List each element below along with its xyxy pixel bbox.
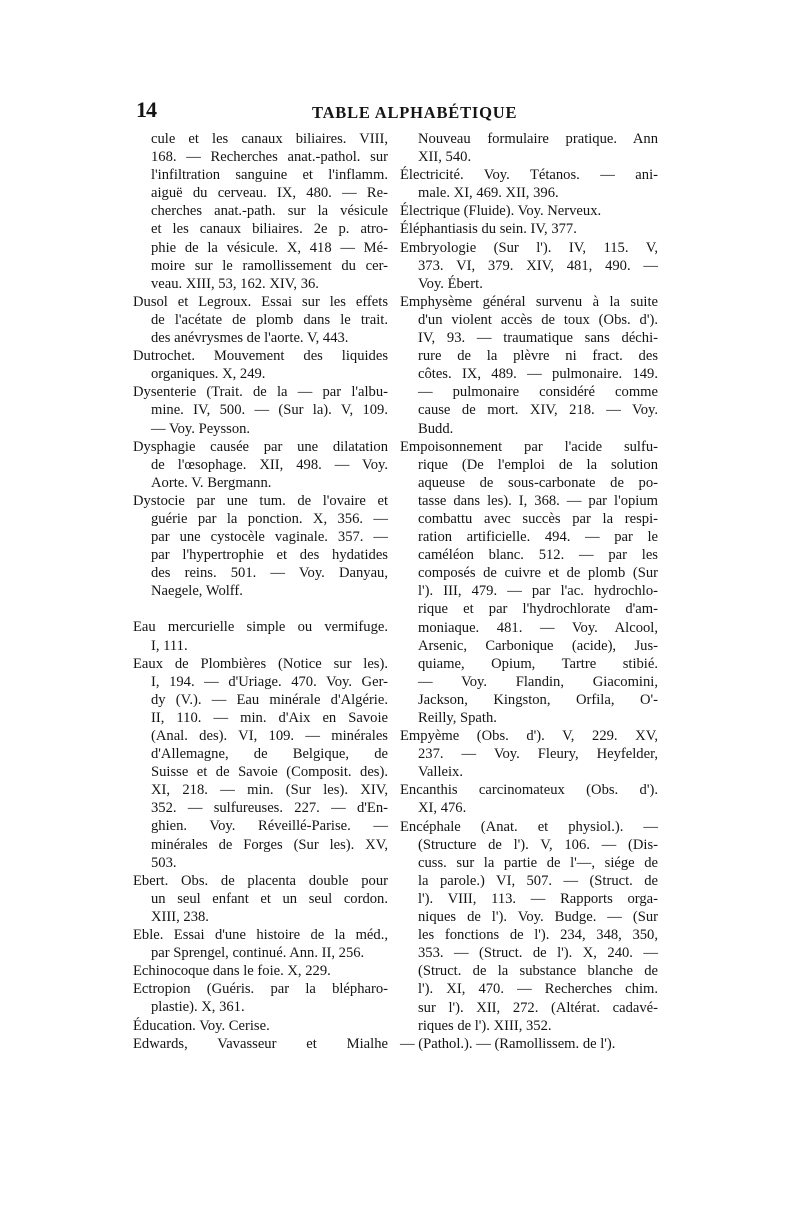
index-line: côtes. IX, 489. — pulmonaire. 149. xyxy=(418,366,658,383)
index-line: mine. IV, 500. — (Sur la). V, 109. xyxy=(151,402,388,419)
index-line: II, 110. — min. d'Aix en Savoie xyxy=(151,709,388,726)
index-line: moire sur le ramollissement du cer- xyxy=(151,257,388,274)
index-line: (Anal. des). VI, 109. — minérales xyxy=(151,728,388,744)
index-line: Aorte. V. Bergmann. xyxy=(151,474,272,491)
index-line: niques de l'). Voy. Budge. — (Sur xyxy=(418,909,658,926)
index-line: guérie par la ponction. X, 356. — xyxy=(151,510,388,527)
index-line: Dysenterie (Trait. de la — par l'albu- xyxy=(133,384,388,401)
index-line: des anévrysmes de l'aorte. V, 443. xyxy=(151,330,349,347)
index-line: rure de la plèvre ni fract. des xyxy=(418,348,658,365)
index-line: Nouveau formulaire pratique. Ann xyxy=(418,131,658,147)
index-line: cherches anat.-path. sur la vésicule xyxy=(151,203,388,220)
index-line: Eau mercurielle simple ou vermifuge. xyxy=(133,619,388,636)
index-line: l'). XI, 470. — Recherches chim. xyxy=(418,981,658,998)
index-line: Ebert. Obs. de placenta double pour xyxy=(133,872,388,889)
index-line: Budd. xyxy=(418,420,454,437)
index-line: Empoisonnement par l'acide sulfu- xyxy=(400,438,658,455)
index-line: Empyème (Obs. d'). V, 229. XV, xyxy=(400,728,658,745)
index-line: des reins. 501. — Voy. Danyau, xyxy=(151,565,388,582)
index-line: quiame, Opium, Tartre stibié. xyxy=(418,655,658,672)
index-line: Éducation. Voy. Cerise. xyxy=(133,1017,270,1034)
index-line: moniaque. 481. — Voy. Alcool, xyxy=(418,619,658,636)
index-line: — (Pathol.). — (Ramollissem. de l'). xyxy=(400,1035,616,1052)
index-line: Ectropion (Guéris. par la blépharo- xyxy=(133,981,388,998)
index-line: composés de cuivre et de plomb (Sur xyxy=(418,565,658,582)
index-line: combattu avec succès par la respi- xyxy=(418,510,658,527)
index-line: aqueuse de sous-carbonate de po- xyxy=(418,474,658,491)
index-line: IV, 93. — traumatique sans déchi- xyxy=(418,330,658,347)
index-line: Électrique (Fluide). Voy. Nerveux. xyxy=(400,203,602,220)
index-line: Dusol et Legroux. Essai sur les effets xyxy=(133,293,388,310)
index-line: la parole.) VI, 507. — (Struct. de xyxy=(418,872,658,889)
index-line: 373. VI, 379. XIV, 481, 490. — xyxy=(418,257,658,274)
index-line: 352. — sulfureuses. 227. — d'En- xyxy=(151,800,388,817)
index-line: l'). III, 479. — par l'ac. hydrochlo- xyxy=(418,583,658,600)
index-line: riques de l'). XIII, 352. xyxy=(418,1017,552,1034)
page-number: 14 xyxy=(136,97,156,122)
index-line: organiques. X, 249. xyxy=(151,366,266,383)
index-line: (Struct. de la substance blanche de xyxy=(418,963,658,980)
index-line: Emphysème général survenu à la suite xyxy=(400,293,658,310)
index-line: Électricité. Voy. Tétanos. — ani- xyxy=(400,167,658,184)
index-line: 237. — Voy. Fleury, Heyfelder, xyxy=(418,746,658,763)
index-line: Encanthis carcinomateux (Obs. d'). xyxy=(400,782,658,799)
index-line: Echinocoque dans le foie. X, 229. xyxy=(133,963,331,980)
index-line: phie de la vésicule. X, 418 — Mé- xyxy=(151,239,388,256)
index-line: l'infiltration sanguine et l'inflamm. xyxy=(151,167,388,184)
index-line: 353. — (Struct. de l'). X, 240. — xyxy=(418,945,658,962)
index-line: tasse dans les). I, 368. — par l'opium xyxy=(418,492,658,509)
index-line: male. XI, 469. XII, 396. xyxy=(418,185,559,202)
index-line: un seul enfant et un seul cordon. xyxy=(151,890,388,907)
index-line: (Structure de l'). V, 106. — (Dis- xyxy=(418,836,658,853)
index-line: par une cystocèle vaginale. 357. — xyxy=(151,529,388,546)
index-line: XI, 218. — min. (Sur les). XIV, xyxy=(151,782,388,799)
index-line: d'un violent accès de toux (Obs. d'). xyxy=(418,311,658,328)
index-line: XIII, 238. xyxy=(151,908,209,925)
index-line: minérales de Forges (Sur les). XV, xyxy=(151,836,388,853)
index-line: sur l'). XII, 272. (Altérat. cadavé- xyxy=(418,999,658,1016)
index-line: 503. xyxy=(151,854,177,871)
index-line: Valleix. xyxy=(418,764,463,781)
index-line: aiguë du cerveau. IX, 480. — Re- xyxy=(151,185,388,202)
index-line: Éléphantiasis du sein. IV, 377. xyxy=(400,221,577,238)
running-title: TABLE ALPHABÉTIQUE xyxy=(312,103,518,122)
index-line: Suisse et de Savoie (Composit. des). xyxy=(151,764,388,781)
index-line: Jackson, Kingston, Orfila, O'- xyxy=(418,691,658,708)
index-line: Eble. Essai d'une histoire de la méd., xyxy=(133,927,388,944)
index-line: Dysphagie causée par une dilatation xyxy=(133,438,388,455)
index-line: Dystocie par une tum. de l'ovaire et xyxy=(133,492,388,509)
index-line: Encéphale (Anat. et physiol.). — xyxy=(400,818,658,835)
index-line: cule et les canaux biliaires. VIII, xyxy=(151,131,388,147)
index-line: de l'acétate de plomb dans le trait. xyxy=(151,311,388,328)
index-line: XII, 540. xyxy=(418,149,472,166)
index-line: — pulmonaire considéré comme xyxy=(418,384,658,401)
index-line: par Sprengel, continué. Ann. II, 256. xyxy=(151,945,365,962)
index-line: de l'œsophage. XII, 498. — Voy. xyxy=(151,456,388,473)
index-line: I, 194. — d'Uriage. 470. Voy. Ger- xyxy=(151,673,388,690)
index-line: caméléon blanc. 512. — par les xyxy=(418,547,658,564)
index-line: rique (De l'emploi de la solution xyxy=(418,456,658,473)
index-line: rique et par l'hydrochlorate d'am- xyxy=(418,601,658,618)
index-line: d'Allemagne, de Belgique, de xyxy=(151,746,388,763)
index-line: Dutrochet. Mouvement des liquides xyxy=(133,348,388,365)
index-line: — Voy. Flandin, Giacomini, xyxy=(418,673,658,690)
index-line: et les canaux biliaires. 2e p. atro- xyxy=(151,221,388,238)
index-line: par l'hypertrophie et des hydatides xyxy=(151,547,388,564)
index-line: Edwards, Vavasseur et Mialhe xyxy=(133,1035,388,1052)
index-line: — Voy. Peysson. xyxy=(151,420,251,437)
right-column xyxy=(400,130,658,1053)
left-column xyxy=(133,130,388,1053)
index-line: dy (V.). — Eau minérale d'Algérie. xyxy=(151,691,388,708)
index-line: Naegele, Wolff. xyxy=(151,583,243,600)
index-line: ration artificielle. 494. — par le xyxy=(418,529,658,546)
index-line: cause de mort. XIV, 218. — Voy. xyxy=(418,402,658,419)
index-line: ghien. Voy. Réveillé-Parise. — xyxy=(151,818,388,835)
index-line: veau. XIII, 53, 162. XIV, 36. xyxy=(151,275,319,292)
index-line: cuss. sur la partie de l'—, siége de xyxy=(418,854,658,871)
index-line: Voy. Ébert. xyxy=(418,275,483,292)
index-line: Embryologie (Sur l'). IV, 115. V, xyxy=(400,239,658,256)
index-line: 168. — Recherches anat.-pathol. sur xyxy=(151,149,388,166)
index-line: Reilly, Spath. xyxy=(418,710,497,726)
index-line: Arsenic, Carbonique (acide), Jus- xyxy=(418,637,658,654)
index-line: XI, 476. xyxy=(418,800,467,817)
index-line: I, 111. xyxy=(151,637,188,654)
index-line: les fonctions de l'). 234, 348, 350, xyxy=(418,927,658,944)
index-line: Eaux de Plombières (Notice sur les). xyxy=(133,655,388,672)
index-line: plastie). X, 361. xyxy=(151,999,245,1016)
page-header xyxy=(136,97,656,127)
index-line: l'). VIII, 113. — Rapports orga- xyxy=(418,890,658,907)
